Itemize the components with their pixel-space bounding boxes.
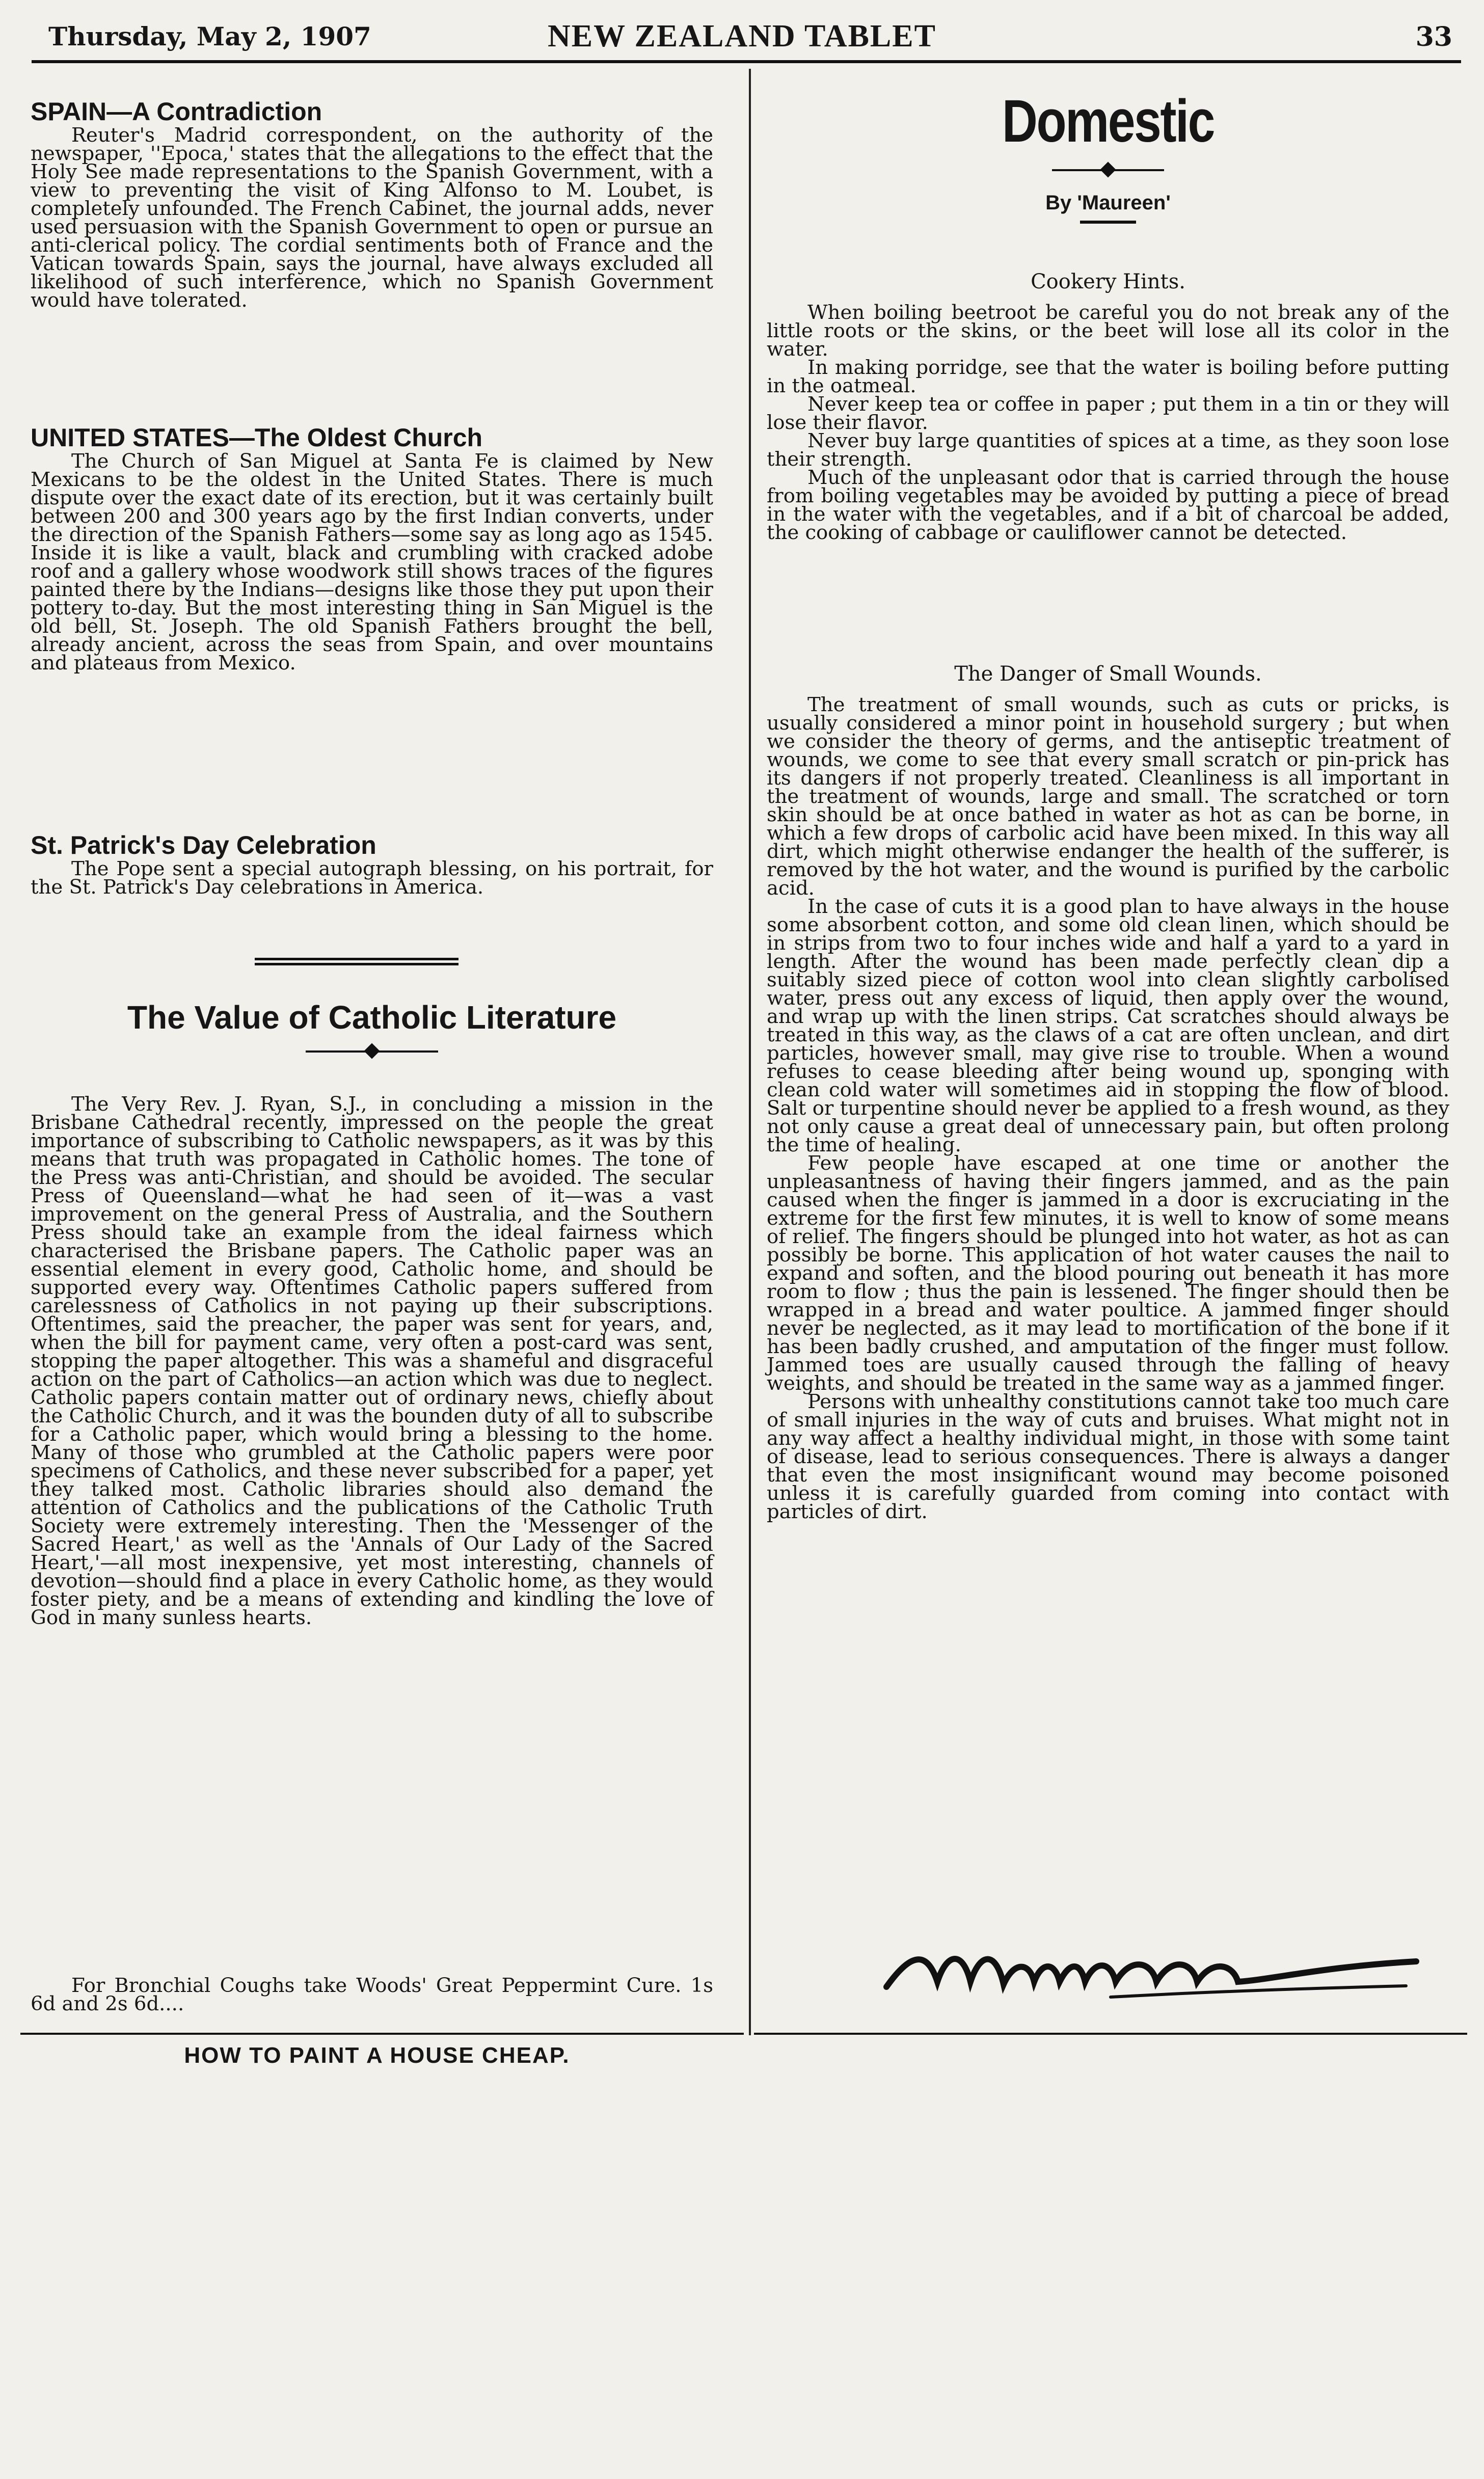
page-number: 33 xyxy=(1415,21,1452,52)
us-article xyxy=(31,423,713,675)
bronchial-text: For Bronchial Coughs take Woods' Great Peppermint Cure. 1s 6d and 2s 6d.... xyxy=(31,1974,713,2015)
literature-title-block xyxy=(31,999,713,1062)
wounds-para: Few people have escaped at one time or another the unpleasantness of having their fingers jammed, and as the pain caused when the finger is jammed in a door is excruciating in the extreme for the first few minutes, it is well to know of some means of relief. The fingers should be plunged into hot water, as hot as can possibly be borne. This application of hot water causes the nail to expand and soften, and the blood pouring out beneath it has more room to flow ; thus the pain is lessened. The finger should then be wrapped in a bread and water poultice. A jammed finger should never be neglected, as it may lead to mortification of the bone if it has been badly crushed, and amputation of the finger must follow. Jammed toes are usually caused through the falling of heavy weights, and should be treated in the same way as a jammed finger. xyxy=(767,1152,1449,1395)
signature-flourish xyxy=(866,1931,1437,2007)
us-text: The Church of San Miguel at Santa Fe is claimed by New Mexicans to be the oldest in the United States. There is much dispute over the exact date of its erection, but it was certainly built between 200 and 300 years ago by the first Indian converts, under the direction of the Spanish Fathers—some say as long ago as 1545. Inside it is like a vault, black and crumbling with cracked adobe roof and a gallery whose woodwork still shows traces of the figures painted there by the Indians—designs like those they put upon their pottery to-day. But the most interesting thing in San Miguel is the old bell, St. Joseph. The old Spanish Fathers brought the bell, already ancient, across the seas from Spain, and over mountains and plateaus from Mexico. xyxy=(31,450,713,675)
carrara-ad xyxy=(20,2043,734,2068)
cookery-heading: Cookery Hints. xyxy=(1031,270,1185,293)
domestic-title: Domestic xyxy=(1002,88,1214,155)
column-divider xyxy=(749,69,751,2035)
wounds-para: Persons with unhealthy constitutions cannot take too much care of small injuries in the way of cuts and bruises. What might not in any way affect a healthy individual might, in those with some taint of disease, lead to serious consequences. There is always a danger that even the most insignificant wound may become poisoned unless it is carefully guarded from coming into contact with particles of dirt. xyxy=(767,1390,1449,1523)
masthead-title: NEW ZEALAND TABLET xyxy=(548,19,936,53)
cookery-para: Much of the unpleasant odor that is carried through the house from boiling vegetables may be avoided by putting a piece of bread in the water with the vegetables, and if a bit of charcoal be added, the cooking of cabbage or cauliflower cannot be detected. xyxy=(767,466,1449,544)
diamond-rule xyxy=(306,1041,438,1062)
section-double-rule xyxy=(255,958,458,965)
maureen-signature xyxy=(866,1931,1437,2007)
carrara-headline: HOW TO PAINT A HOUSE CHEAP. xyxy=(184,2043,570,2068)
literature-text: The Very Rev. J. Ryan, S.J., in concluding a mission in the Brisbane Cathedral recently, impressed on the people the great importance of subscribing to Catholic newspapers, as it was by this means that truth was propagated in Catholic homes. The tone of the Press was anti-Christian, and should be avoided. The secular Press of Queensland—what he had seen of it—was a vast improvement on the general Press of Australia, and the Southern Press should take an example from the ideal fairness which characterised the Brisbane papers. The Catholic paper was an essential element in every good, Catholic home, and should be supported every way. Oftentimes Catholic papers suffered from carelessness of Catholics in not paying up their subscriptions. Oftentimes, said the preacher, the paper was sent for years, and, when the bill for payment came, very often a post-card was sent, stopping the paper altogether. This was a shameful and disgraceful action on the part of Catholics—an action which was due to neglect. Catholic papers contain matter out of ordinary news, chiefly about the Catholic Church, and it was the bounden duty of all to subscribe for a Catholic paper, which would bring a blessing to the home. Many of those who grumbled at the Catholic papers were poor specimens of Catholics, and these never subscribed for a paper, yet they talked most. Catholic libraries should also demand the attention of Catholics and the publications of the Catholic Truth Society were extremely interesting. Then the 'Messenger of the Sacred Heart,' as well as the 'Annals of Our Lady of the Sacred Heart,'—all most inexpensive, yet most interesting, channels of devotion—should find a place in every Catholic home, as they would foster piety, and be a means of extending and kindling the love of God in many sunless hearts. xyxy=(31,1093,713,1629)
us-heading: UNITED STATES—The Oldest Church xyxy=(31,423,483,452)
cookery-hints xyxy=(767,270,1449,542)
cookery-para: When boiling beetroot be careful you do not break any of the little roots or the skins, or the beet will lose all its color in the water. xyxy=(767,301,1449,361)
small-wounds xyxy=(767,662,1449,1521)
spain-article xyxy=(31,97,713,310)
cookery-para: Never keep tea or coffee in paper ; put them in a tin or they will lose their flavor. xyxy=(767,393,1449,434)
patrick-text: The Pope sent a special autograph blessing, on his portrait, for the St. Patrick's Day celebrations in America. xyxy=(31,857,713,899)
header-date: Thursday, May 2, 1907 xyxy=(48,21,371,51)
literature-article xyxy=(31,1095,713,1627)
ad-top-rule-right xyxy=(754,2033,1467,2035)
spain-heading: SPAIN—A Contradiction xyxy=(31,97,322,126)
byline-rule xyxy=(1080,221,1136,224)
wounds-para: In the case of cuts it is a good plan to have always in the house some absorbent cotton, and some old clean linen, which should be in strips from two to four inches wide and half a yard to a yard in length. After the wound has been made perfectly clean dip a suitably sized piece of cotton wool into clean slightly carbolised water, press out any excess of liquid, then apply over the wound, and wrap up with the linen strips. Cat scratches should always be treated in this way, as the claws of a cat are often unclean, and dirt particles, however small, may give rise to trouble. When a wound refuses to cease bleeding after being wound up, sponging with clean cold water will sometimes aid in stopping the flow of blood. Salt or turpentine should never be applied to a fresh wound, as they not only cause a great deal of unnecessary pain, but often prolong the time of healing. xyxy=(767,895,1449,1156)
patrick-heading: St. Patrick's Day Celebration xyxy=(31,831,376,859)
spain-text: Reuter's Madrid correspondent, on the authority of the newspaper, ''Epoca,' states that the allegations to the effect that the Holy See made representations to the Spanish Government, with a view to preventing the visit of King Alfonso to M. Loubet, is completely unfounded. The French Cabinet, the journal adds, never used persuasion with the Spanish Government to open or pursue an anti-clerical policy. The cordial sentiments both of France and the Vatican towards Spain, says the journal, have always excluded all likelihood of such interference, which no Spanish Government would have tolerated. xyxy=(31,124,713,312)
cookery-para: Never buy large quantities of spices at a time, as they soon lose their strength. xyxy=(767,429,1449,471)
bronchial-ad xyxy=(31,1974,713,2015)
wounds-para: The treatment of small wounds, such as cuts or pricks, is usually considered a minor point in household surgery ; but when we consider the theory of germs, and the antiseptic treatment of wounds, we come to see that every small scratch or pin-prick has its dangers if not properly treated. Cleanliness is all important in the treatment of wounds, large and small. The scratched or torn skin should be at once bathed in water as hot as can be borne, in which a few drops of carbolic acid have been mixed. In this way all dirt, which might otherwise endanger the health of the sufferer, is removed by the hot water, and the wound is purified by the carbolic acid. xyxy=(767,693,1449,900)
ad-top-rule xyxy=(20,2033,744,2035)
danger-heading: The Danger of Small Wounds. xyxy=(954,662,1262,686)
literature-heading: The Value of Catholic Literature xyxy=(127,999,617,1036)
byline: By 'Maureen' xyxy=(1045,192,1171,214)
diamond-rule xyxy=(1052,160,1164,180)
domestic-header xyxy=(767,87,1449,224)
cookery-para: In making porridge, see that the water is boiling before putting in the oatmeal. xyxy=(767,356,1449,397)
patrick-article xyxy=(31,830,713,897)
header-rule xyxy=(32,60,1461,63)
